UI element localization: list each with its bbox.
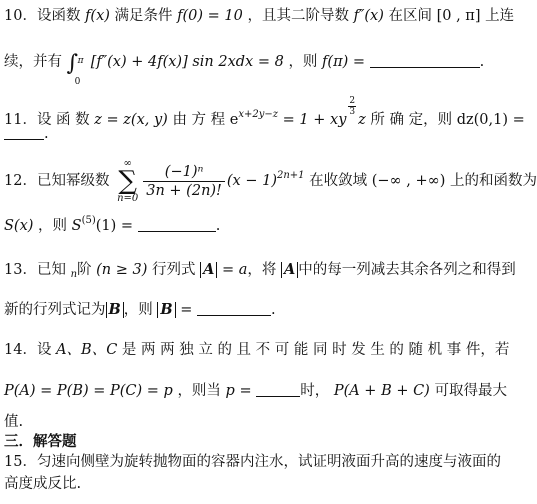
q14-events: A、B、C — [56, 342, 118, 358]
q13-eq-a: = a — [221, 262, 248, 278]
answer-blank[interactable] — [256, 382, 300, 397]
q10-text: 上连 — [485, 8, 515, 24]
q12-text: ，则 — [38, 218, 68, 234]
q13-text: 中的每一列减去其余各列之和得到 — [298, 262, 516, 278]
q13-det-b: B — [157, 302, 175, 318]
q11-pow-den: 3 — [349, 107, 356, 117]
q14-line1 — [4, 340, 510, 360]
section-title — [4, 432, 494, 452]
q14-prob: P(A) = P(B) = P(C) = p — [4, 383, 173, 399]
q15-text: 15．匀速向侧壁为旋转抛物面的容器内注水，试证明液面升高的速度与液面的 — [4, 454, 501, 470]
q10-text: ，且其二阶导数 — [247, 8, 349, 24]
q14-p-eq: p = — [225, 383, 252, 399]
q14-line2 — [4, 381, 507, 401]
q10-text: 在区间 — [388, 8, 432, 24]
q12-sx: S(x) — [4, 218, 34, 234]
q13-eq: = — [180, 302, 193, 318]
answer-blank[interactable] — [4, 125, 44, 140]
q10-fx: f(x) — [85, 8, 110, 24]
q12-s5-exp: (5) — [81, 215, 96, 226]
q10-line1 — [4, 6, 515, 26]
answer-blank[interactable] — [370, 53, 480, 68]
q11-zdef: z = z(x, y) — [94, 112, 168, 128]
q13-text: 阶 — [77, 262, 92, 278]
q14-line3 — [4, 412, 494, 432]
q11-pow-num: 2 — [349, 96, 356, 106]
section3-title: 三．解答题 — [4, 433, 77, 450]
q13-text: 行列式 — [151, 262, 196, 278]
q11-eq: = 1 + xy — [282, 112, 347, 128]
q12-text: 12．已知幂级数 — [4, 173, 110, 189]
q13-text: ，则 — [123, 302, 153, 318]
q10-line2 — [4, 51, 494, 87]
q12-end: . — [215, 218, 221, 234]
q11-line2 — [4, 124, 494, 144]
q15-line1 — [4, 452, 501, 472]
q10-text: ，则 — [288, 54, 318, 70]
sum-upper: ∞ — [123, 158, 132, 169]
q10-text: 续，并有 — [4, 54, 62, 70]
q10-integrand: [f″(x) + 4f(x)] sin 2xdx = 8 — [90, 54, 284, 70]
q13-line2 — [4, 300, 494, 320]
q10-fpi: f(π) = — [322, 54, 366, 70]
sigma-icon: ∑ — [118, 166, 137, 196]
q13-det-a: A — [200, 262, 217, 278]
q13-cond: (n ≥ 3) — [96, 262, 148, 278]
q12-s5-arg: (1) = — [95, 218, 134, 234]
q12-term: (x − 1) — [226, 173, 277, 189]
q11-text: 所 确 定，则 — [370, 112, 453, 128]
q14-text: 可取得最大 — [434, 383, 507, 399]
q13-line1 — [4, 260, 516, 280]
integral-lower: 0 — [74, 77, 81, 87]
sum-lower: n=0 — [117, 193, 139, 204]
q10-text: 10．设函数 — [4, 8, 81, 24]
q12-frac-den: 3n + (2n)! — [146, 182, 222, 199]
q14-text: 时， — [300, 383, 330, 399]
q13-det-b: B — [106, 302, 124, 318]
q11-e: e — [229, 112, 239, 128]
q11-z: z — [358, 112, 366, 128]
q14-prob-union: P(A + B + C) — [333, 383, 430, 399]
q10-end: . — [479, 54, 485, 70]
q12-line1 — [4, 158, 537, 208]
q13-det-a: A — [281, 262, 298, 278]
answer-blank[interactable] — [138, 217, 216, 232]
q12-fraction — [143, 163, 225, 200]
q12-domain: (−∞ , +∞) — [371, 173, 446, 189]
q12-text: 在收敛域 — [309, 173, 368, 189]
q10-text: 满足条件 — [114, 8, 173, 24]
q11-power — [348, 96, 356, 117]
q12-text: 上的和函数为 — [449, 173, 537, 189]
q13-text: 新的行列式记为 — [4, 302, 106, 318]
q10-fpp: f″(x) — [353, 8, 384, 24]
q14-text: 是 两 两 独 立 的 且 不 可 能 同 时 发 生 的 随 机 事 件，若 — [121, 342, 510, 358]
sum-symbol — [117, 158, 138, 204]
q11-text: 11．设 函 数 — [4, 112, 90, 128]
q13-n: n — [70, 269, 78, 280]
q12-frac-num: (−1)ⁿ — [143, 163, 225, 182]
q13-text: 13．已知 — [4, 262, 66, 278]
q10-condition: f(0) = 10 — [177, 8, 243, 24]
q11-dz: dz(0,1) = — [456, 112, 525, 128]
q12-term-exp: 2n+1 — [276, 170, 305, 181]
q15-line2 — [4, 474, 494, 494]
q14-text: 14．设 — [4, 342, 52, 358]
q13-end: . — [271, 302, 276, 318]
q15-text: 高度成反比. — [4, 476, 82, 492]
q12-line2 — [4, 216, 494, 236]
q13-text: ，将 — [247, 262, 277, 278]
integral-symbol: ∫ π 0 — [67, 54, 78, 74]
q10-interval: [0 , π] — [436, 8, 481, 24]
q14-text: ，则当 — [177, 383, 221, 399]
integral-upper: π — [77, 56, 84, 66]
answer-blank[interactable] — [197, 301, 271, 316]
q12-s5: S — [71, 218, 82, 234]
q11-exp: x+2y−z — [238, 109, 279, 120]
q11-text: 由 方 程 — [172, 112, 226, 128]
q11-end: . — [44, 126, 49, 142]
q14-text: 值. — [4, 414, 24, 430]
